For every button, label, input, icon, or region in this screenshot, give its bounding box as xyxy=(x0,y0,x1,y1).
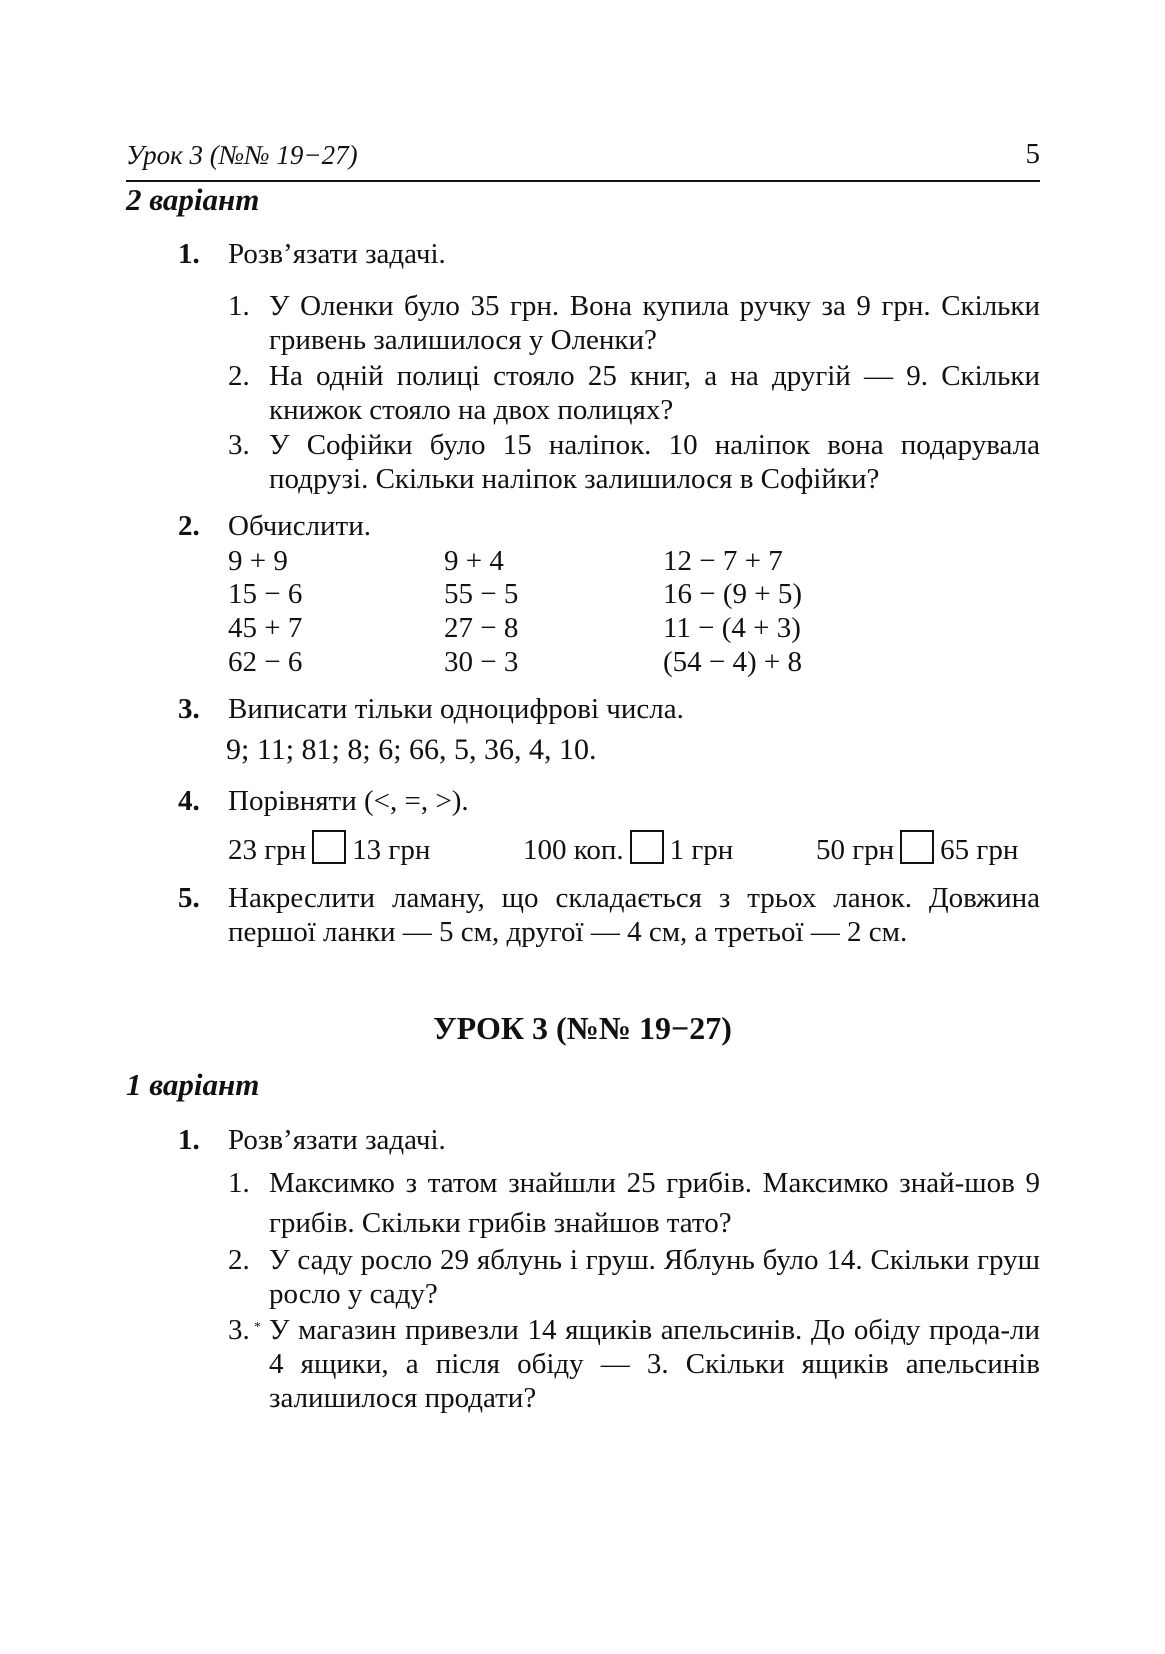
task-number: 5. xyxy=(178,882,200,914)
problem-text: У Оленки було 35 грн. Вона купила ручку за 9 грн. Скільки гривень залишилося у Оленки? xyxy=(269,290,1040,356)
difficulty-star: * xyxy=(254,1320,261,1335)
compare-left: 23 грн xyxy=(228,834,307,866)
answer-box[interactable] xyxy=(312,830,346,864)
page-number: 5 xyxy=(1025,138,1040,170)
expression: 15 − 6 xyxy=(228,578,303,610)
problem-number: 1. xyxy=(228,1167,250,1199)
problem-number: 3. xyxy=(228,429,250,461)
header-title: Урок 3 (№№ 19−27) xyxy=(126,140,358,170)
comparison-pair xyxy=(523,830,733,867)
expression: 11 − (4 + 3) xyxy=(663,612,801,644)
problem-item xyxy=(228,1163,1040,1243)
number-list: 9; 11; 81; 8; 6; 66, 5, 36, 4, 10. xyxy=(226,733,597,766)
compare-right: 65 грн xyxy=(940,834,1019,866)
task-number: 4. xyxy=(178,785,200,817)
problem-text: У саду росло 29 яблунь і груш. Яблунь було 14. Скільки груш росло у саду? xyxy=(269,1244,1040,1310)
problem-item xyxy=(228,1243,1040,1311)
expression: 45 + 7 xyxy=(228,612,303,644)
task-number: 1. xyxy=(178,238,200,270)
expression: 30 − 3 xyxy=(444,646,519,678)
problem-number: 1. xyxy=(228,290,250,322)
expression: 27 − 8 xyxy=(444,612,519,644)
task-number: 1. xyxy=(178,1124,200,1156)
task-number: 3. xyxy=(178,693,200,725)
lesson-title: УРОК 3 (№№ 19−27) xyxy=(433,1010,732,1046)
task-text: Розв’язати задачі. xyxy=(228,238,446,270)
compare-left: 50 грн xyxy=(816,834,895,866)
task-text: Розв’язати задачі. xyxy=(228,1124,446,1156)
answer-box[interactable] xyxy=(900,830,934,864)
problem-text: У Софійки було 15 наліпок. 10 наліпок вона подарувала подрузі. Скільки наліпок залишилося в Софійки? xyxy=(269,429,1040,495)
problem-text: Максимко з татом знайшли 25 грибів. Максимко знай-шов 9 грибів. Скільки грибів знайшов тато? xyxy=(269,1167,1040,1239)
variant-1-heading: 1 варіант xyxy=(126,1067,260,1102)
compare-right: 13 грн xyxy=(352,834,431,866)
expression: 12 − 7 + 7 xyxy=(663,545,783,577)
task-text: Обчислити. xyxy=(228,510,372,542)
compare-left: 100 коп. xyxy=(523,834,624,866)
problem-number: 3. xyxy=(228,1314,250,1346)
variant-2-heading: 2 варіант xyxy=(126,182,260,217)
running-header xyxy=(126,136,1040,182)
expression: 9 + 9 xyxy=(228,545,288,577)
problem-item xyxy=(228,428,1040,496)
problem-item xyxy=(228,1313,1040,1415)
problem-item xyxy=(228,289,1040,357)
task-text: Виписати тільки одноцифрові числа. xyxy=(228,693,684,725)
expression: (54 − 4) + 8 xyxy=(663,646,803,678)
expression: 62 − 6 xyxy=(228,646,303,678)
problem-number: 2. xyxy=(228,360,250,392)
task-text: Накреслити ламану, що складається з трьох ланок. Довжина першої ланки — 5 см, другої — 4 см, а третьої — 2 см. xyxy=(228,882,1040,948)
answer-box[interactable] xyxy=(630,830,664,864)
problem-text: На одній полиці стояло 25 книг, а на другій — 9. Скільки книжок стояло на двох полицях? xyxy=(269,360,1040,426)
problem-text: У магазин привезли 14 ящиків апельсинів. До обіду прода-ли 4 ящики, а після обіду — 3. Скільки ящиків апельсинів залишилося продати? xyxy=(269,1314,1040,1414)
expression: 55 − 5 xyxy=(444,578,519,610)
problem-item xyxy=(228,359,1040,427)
comparison-pair xyxy=(816,830,1018,867)
task-number: 2. xyxy=(178,510,200,542)
expression: 9 + 4 xyxy=(444,545,504,577)
task-text: Порівняти (<, =, >). xyxy=(228,785,469,817)
compare-right: 1 грн xyxy=(669,834,734,866)
expression: 16 − (9 + 5) xyxy=(663,578,803,610)
comparison-pair xyxy=(228,830,430,867)
problem-number: 2. xyxy=(228,1244,250,1276)
